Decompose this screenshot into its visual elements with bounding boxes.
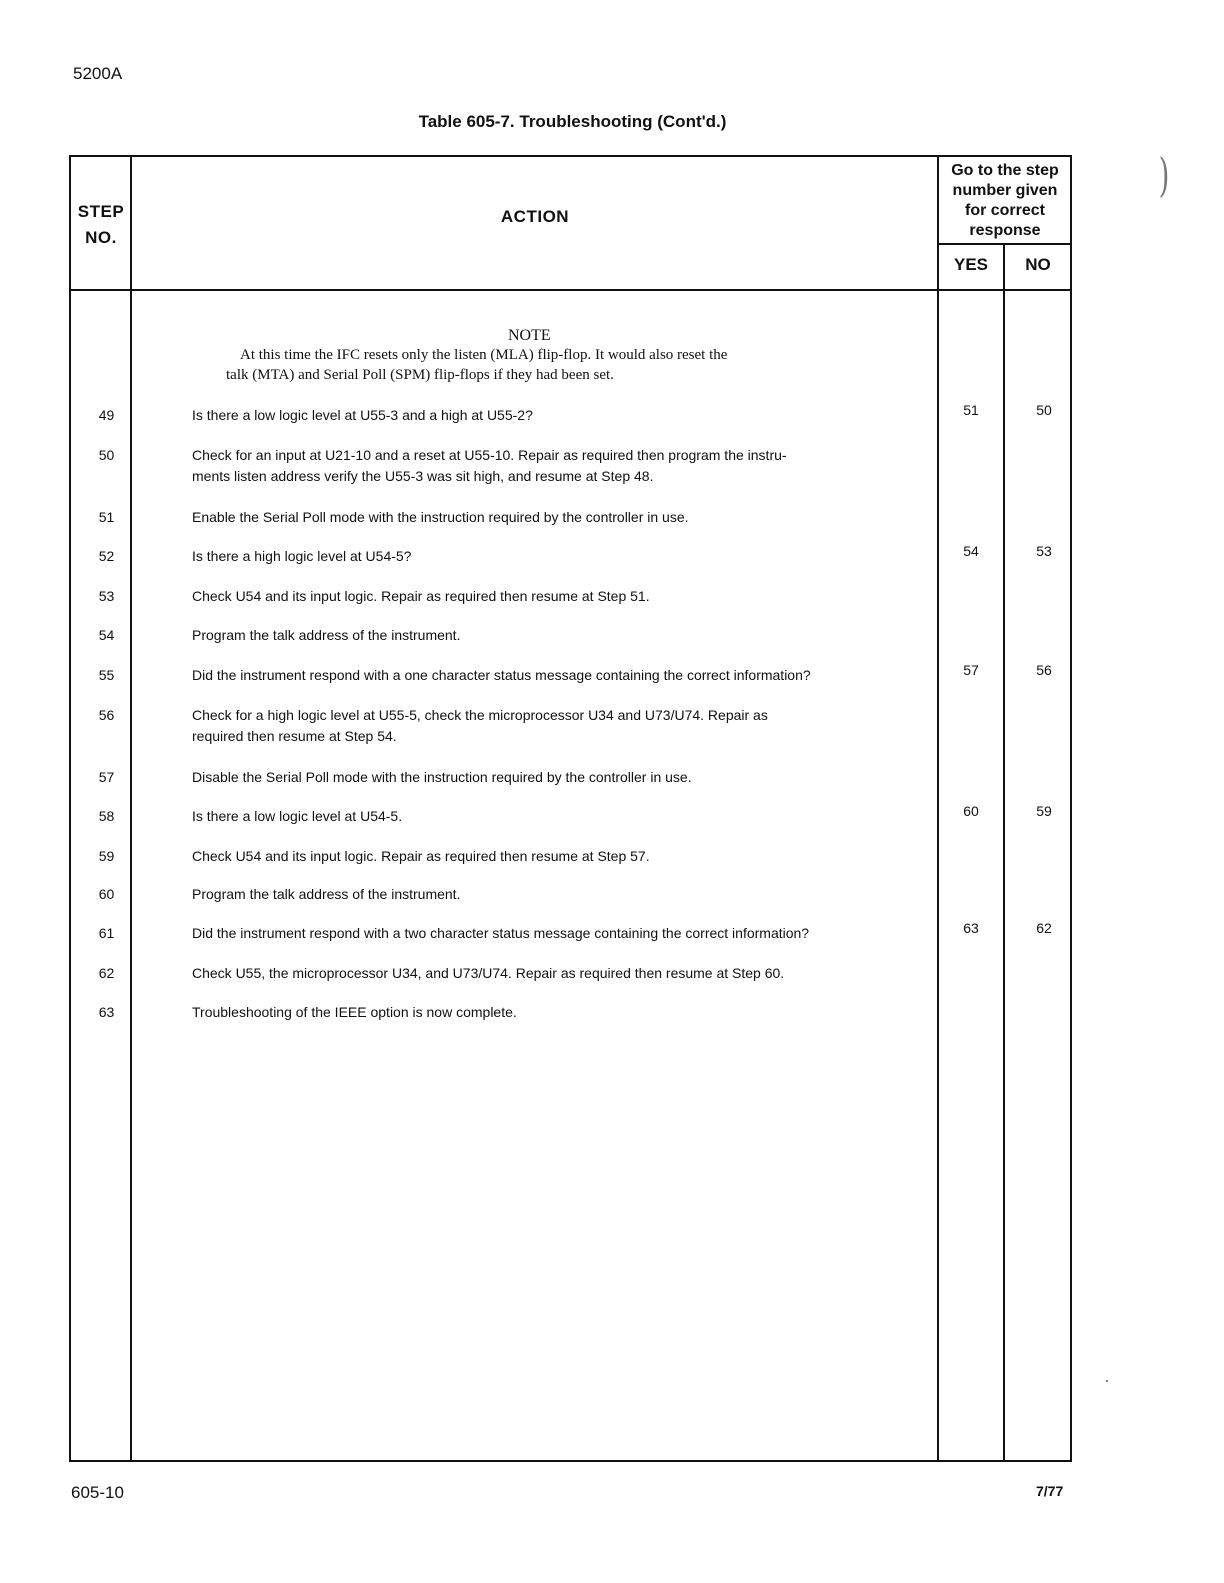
no-step: 59 <box>1036 803 1052 819</box>
no-step: 50 <box>1036 402 1052 418</box>
step-action <box>192 923 892 944</box>
revision-date: 7/77 <box>1036 1483 1064 1499</box>
step-action <box>192 405 892 426</box>
note-text: At this time the IFC resets only the listen (MLA) flip-flop. It would also reset the <box>240 347 728 363</box>
action-line: Check U54 and its input logic. Repair as required then resume at Step 51. <box>192 588 650 604</box>
step-number: 53 <box>98 588 115 604</box>
step-number: 59 <box>98 848 115 864</box>
document-model: 5200A <box>73 64 123 83</box>
speck-mark <box>1106 1380 1108 1382</box>
page-number: 605-10 <box>71 1483 124 1502</box>
goto-header-line: Go to the step <box>951 162 1059 179</box>
step-number: 52 <box>98 548 115 564</box>
goto-header <box>939 161 1071 241</box>
step-action <box>192 507 892 528</box>
action-line: Program the talk address of the instrument. <box>192 886 461 902</box>
step-header-line: NO. <box>85 228 117 247</box>
yes-step: 63 <box>963 920 979 936</box>
yes-header: YES <box>953 255 989 274</box>
yes-step: 51 <box>963 402 979 418</box>
action-line: Did the instrument respond with a two character status message containing the correct information? <box>192 925 810 941</box>
step-number: 55 <box>98 667 115 683</box>
step-action <box>192 586 892 607</box>
step-action <box>192 625 892 646</box>
action-line: Check U55, the microprocessor U34, and U73/U74. Repair as required then resume at Step 60. <box>192 965 785 981</box>
step-action <box>192 767 892 788</box>
step-number: 51 <box>98 509 115 525</box>
goto-header-line: response <box>969 222 1041 239</box>
action-line: Troubleshooting of the IEEE option is now complete. <box>192 1004 517 1020</box>
no-step: 56 <box>1036 662 1052 678</box>
step-action <box>192 445 892 487</box>
action-line: Is there a high logic level at U54-5? <box>192 548 412 564</box>
step-number: 63 <box>98 1004 115 1020</box>
step-number: 60 <box>98 886 115 902</box>
action-line: Check U54 and its input logic. Repair as required then resume at Step 57. <box>192 848 650 864</box>
action-line: Disable the Serial Poll mode with the instruction required by the controller in use. <box>192 769 692 785</box>
no-step: 62 <box>1036 920 1052 936</box>
action-line: required then resume at Step 54. <box>192 728 397 744</box>
step-number: 58 <box>98 808 115 824</box>
action-line: Did the instrument respond with a one character status message containing the correct information? <box>192 667 811 683</box>
step-no-header <box>71 199 131 251</box>
goto-header-line: number given <box>952 182 1058 199</box>
action-line: Is there a low logic level at U55-3 and a high at U55-2? <box>192 407 533 423</box>
yes-step: 54 <box>963 543 979 559</box>
step-number: 62 <box>98 965 115 981</box>
action-line: Enable the Serial Poll mode with the instruction required by the controller in use. <box>192 509 689 525</box>
step-action <box>192 665 892 686</box>
table-title: Table 605-7. Troubleshooting (Cont'd.) <box>418 112 727 131</box>
no-header: NO <box>1025 255 1051 274</box>
step-number: 57 <box>98 769 115 785</box>
step-action <box>192 546 892 567</box>
action-header: ACTION <box>500 207 570 226</box>
action-line: Program the talk address of the instrument. <box>192 627 461 643</box>
step-number: 49 <box>98 407 115 423</box>
no-step: 53 <box>1036 543 1052 559</box>
yes-step: 60 <box>963 803 979 819</box>
step-number: 54 <box>98 627 115 643</box>
troubleshooting-table <box>69 155 1072 1462</box>
step-action <box>192 1002 892 1023</box>
step-action <box>192 963 892 984</box>
action-line: Is there a low logic level at U54-5. <box>192 808 403 824</box>
header-divider <box>71 289 1070 291</box>
step-action <box>192 705 892 747</box>
column-divider <box>1003 245 1005 1460</box>
action-line: Check for a high logic level at U55-5, check the microprocessor U34 and U73/U74. Repair as <box>192 707 768 723</box>
action-line: Check for an input at U21-10 and a reset at U55-10. Repair as required then program the instru- <box>192 447 787 463</box>
note-heading: NOTE <box>508 327 551 344</box>
binding-mark-icon: ) <box>1158 148 1170 202</box>
step-number: 56 <box>98 707 115 723</box>
step-number: 50 <box>98 447 115 463</box>
goto-header-line: for correct <box>964 202 1046 219</box>
header-divider <box>937 243 1070 245</box>
step-action <box>192 884 892 905</box>
step-action <box>192 806 892 827</box>
note-text: talk (MTA) and Serial Poll (SPM) flip-flops if they had been set. <box>226 367 614 383</box>
step-header-line: STEP <box>77 202 125 221</box>
step-number: 61 <box>98 925 115 941</box>
action-line: ments listen address verify the U55-3 was sit high, and resume at Step 48. <box>192 468 654 484</box>
step-action <box>192 846 892 867</box>
yes-step: 57 <box>963 662 979 678</box>
